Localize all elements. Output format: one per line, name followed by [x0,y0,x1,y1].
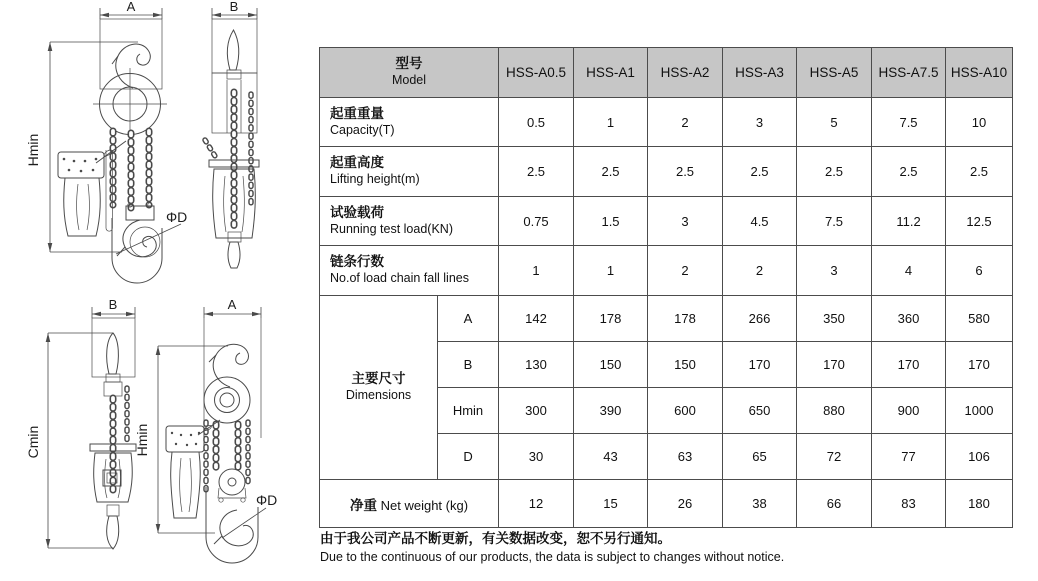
dim-phid-label: ΦD [166,209,188,225]
dim-phid-label: ΦD [256,492,278,508]
cell: 580 [946,296,1013,342]
net-weight-row [320,480,1013,528]
cell: 170 [723,342,797,388]
cell: 2.5 [723,147,797,197]
lifting-height-row [320,147,1013,197]
hoist-drawing-top [0,0,318,292]
capacity-row [320,98,1013,147]
dim-sub-label: Hmin [438,388,499,434]
top-hook [213,344,248,387]
cell: 11.2 [872,197,946,246]
dim-a-label: A [126,0,136,14]
cell: 2.5 [499,147,574,197]
cell: 3 [648,197,723,246]
cell: 7.5 [797,197,872,246]
footer-note [320,531,784,566]
plate-rivets [171,432,200,446]
cell: 150 [574,342,648,388]
cell: 1 [499,246,574,296]
dimensions-label-cell: 主要尺寸 Dimensions [320,296,438,480]
front-view [166,344,277,563]
dim-sub-label: B [438,342,499,388]
cell: 1 [574,98,648,147]
cell: 300 [499,388,574,434]
model-header-cell [320,48,499,98]
lower-sheave [219,469,245,495]
row-label: 起重重量 Capacity(T) [320,98,499,147]
vane [171,452,201,518]
model-name: HSS-A1 [574,48,648,98]
plate-rivets [63,158,98,173]
dim-b-label: B [229,0,239,14]
model-name: HSS-A3 [723,48,797,98]
cell: 0.5 [499,98,574,147]
cell: 390 [574,388,648,434]
model-name: HSS-A5 [797,48,872,98]
top-hook-side [227,30,238,70]
cell: 2.5 [946,147,1013,197]
model-name: HSS-A2 [648,48,723,98]
dim-sub-label: D [438,434,499,480]
fall-lines-row [320,246,1013,296]
dim-b-label: B [108,297,118,312]
cell: 266 [723,296,797,342]
hoist-drawing-bottom [0,292,318,581]
top-hook [116,44,150,88]
side-view [205,19,259,268]
cell: 900 [872,388,946,434]
cell: 600 [648,388,723,434]
cell: 83 [872,480,946,528]
cell: 178 [648,296,723,342]
dim-b [92,297,135,318]
dim-a-label: A [227,297,237,312]
hand-chain-big-loop [206,487,258,563]
model-name: HSS-A7.5 [872,48,946,98]
cell: 2.5 [797,147,872,197]
cell: 106 [946,434,1013,480]
spec-table-container [319,47,1013,528]
cell: 66 [797,480,872,528]
chain-strand [205,140,215,156]
cell: 2 [723,246,797,296]
cell: 26 [648,480,723,528]
cell: 2.5 [574,147,648,197]
cell: 30 [499,434,574,480]
cell: 1 [574,246,648,296]
cell: 650 [723,388,797,434]
cell: 77 [872,434,946,480]
cell: 170 [872,342,946,388]
cell: 63 [648,434,723,480]
cell: 2 [648,98,723,147]
dim-sub-label: A [438,296,499,342]
test-load-row [320,197,1013,246]
model-header-zh: 型号 [395,56,423,72]
dim-b [212,0,257,19]
bottom-hook-side [228,242,240,268]
bottom-hook [123,220,156,257]
cell: 178 [574,296,648,342]
cell: 2.5 [648,147,723,197]
bottom-hook-side [107,516,119,549]
vane [64,178,100,236]
row-label: 试验载荷 Running test load(KN) [320,197,499,246]
dim-a [100,0,162,19]
cell: 7.5 [872,98,946,147]
cell: 1000 [946,388,1013,434]
cell: 38 [723,480,797,528]
cell: 5 [797,98,872,147]
cell: 3 [797,246,872,296]
footer-note-en: Due to the continuous of our products, the data is subject to changes without notice. [320,549,785,564]
dim-hmin [25,42,138,252]
cell: 2 [648,246,723,296]
cell: 180 [946,480,1013,528]
top-hook-side [107,333,119,374]
dim-a-row [320,296,1013,342]
cell: 43 [574,434,648,480]
cell: 10 [946,98,1013,147]
cell: 6 [946,246,1013,296]
cell: 72 [797,434,872,480]
cell: 880 [797,388,872,434]
cell: 12.5 [946,197,1013,246]
table-header-row [320,48,1013,98]
cell: 142 [499,296,574,342]
cell: 2.5 [872,147,946,197]
spec-table [319,47,1013,528]
model-header-en: Model [391,73,427,88]
cell: 1.5 [574,197,648,246]
net-weight-label: 净重 Net weight (kg) [320,480,499,528]
hand-wheel [204,377,250,423]
cell: 4.5 [723,197,797,246]
cell: 170 [797,342,872,388]
cell: 0.75 [499,197,574,246]
cell: 4 [872,246,946,296]
cell: 150 [648,342,723,388]
dim-a [204,297,261,438]
cell: 65 [723,434,797,480]
cell: 360 [872,296,946,342]
row-label: 链条行数 No.of load chain fall lines [320,246,499,296]
model-name: HSS-A0.5 [499,48,574,98]
footer-note-zh: 由于我公司产品不断更新，有关数据改变，恕不另行通知。 [320,531,671,546]
row-label: 起重高度 Lifting height(m) [320,147,499,197]
dim-hmin-label: Hmin [25,133,41,167]
cell: 130 [499,342,574,388]
cell: 12 [499,480,574,528]
name-plate [166,426,204,452]
cell: 15 [574,480,648,528]
side-view [90,318,136,549]
cell: 170 [946,342,1013,388]
dim-cmin [25,333,113,548]
cell: 3 [723,98,797,147]
model-name: HSS-A10 [946,48,1013,98]
front-view [58,19,187,283]
cell: 350 [797,296,872,342]
dim-cmin-label: Cmin [25,425,41,459]
name-plate [58,152,104,178]
dim-hmin-label: Hmin [134,423,150,457]
